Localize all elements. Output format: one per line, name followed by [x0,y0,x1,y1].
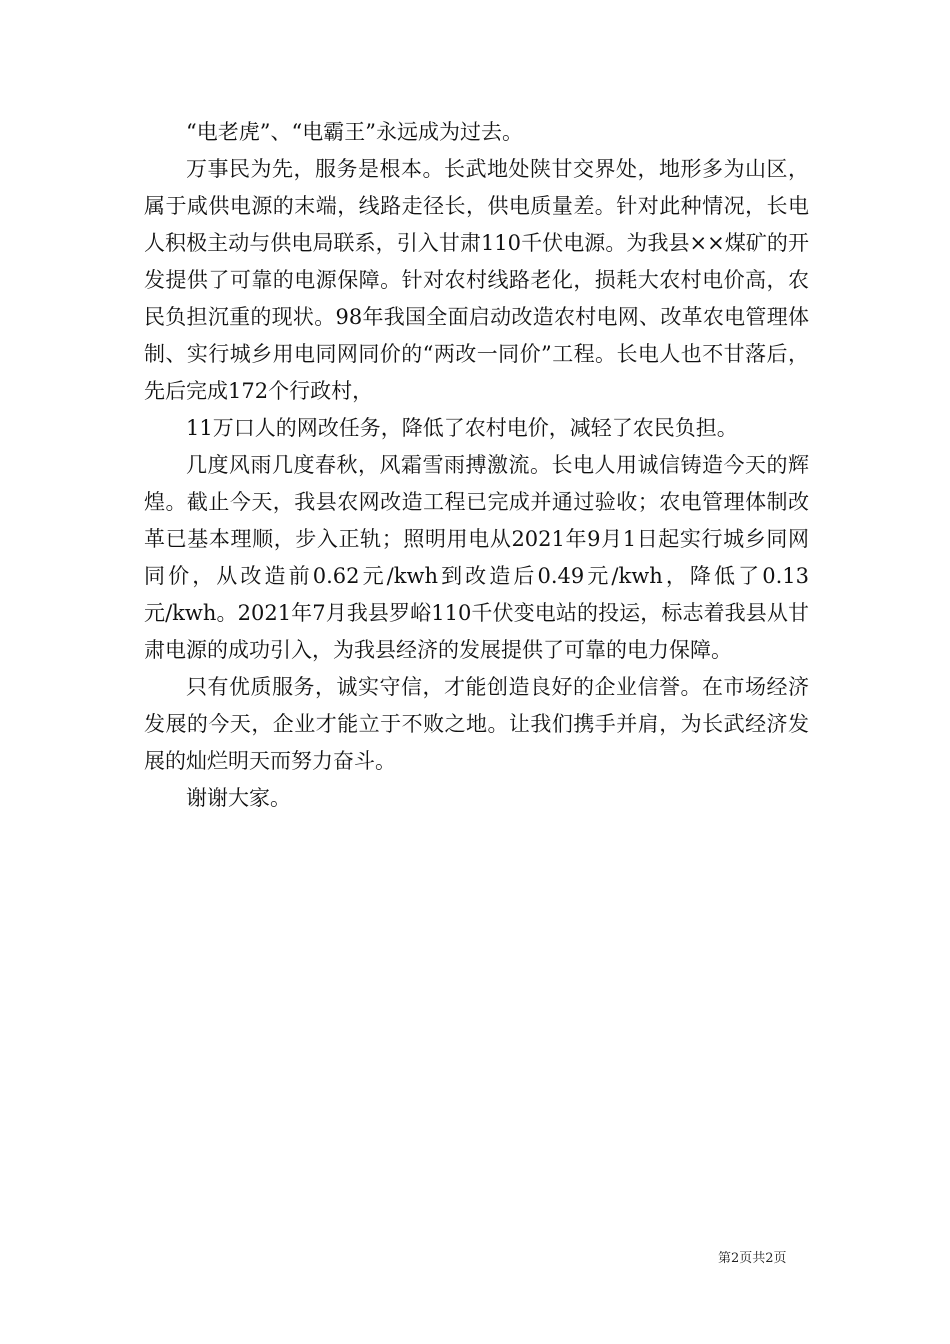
paragraph-2: 万事民为先，服务是根本。长武地处陕甘交界处，地形多为山区，属于咸供电源的末端，线路走径长，供电质量差。针对此种情况，长电人积极主动与供电局联系，引入甘肃110千伏电源。为我县××煤矿的开发提供了可靠的电源保障。针对农村线路老化，损耗大农村电价高，农民负担沉重的现状。98年我国全面启动改造农村电网、改革农电管理体制、实行城乡用电同网同价的“两改一同价”工程。长电人也不甘落后，先后完成172个行政村， [144,157,809,403]
document-body [144,114,809,817]
paragraph-5: 只有优质服务，诚实守信，才能创造良好的企业信誉。在市场经济发展的今天，企业才能立于不败之地。让我们携手并肩，为长武经济发展的灿烂明天而努力奋斗。 [144,675,809,773]
paragraph-3: 11万口人的网改任务，降低了农村电价，减轻了农民负担。 [186,416,738,440]
paragraph-6: 谢谢大家。 [186,786,291,810]
page-number-footer: 第2页共2页 [718,1251,787,1266]
paragraph-4: 几度风雨几度春秋，风霜雪雨搏激流。长电人用诚信铸造今天的辉煌。截止今天，我县农网改造工程已完成并通过验收；农电管理体制改革已基本理顺，步入正轨；照明用电从2021年9月1日起实行城乡同网同价，从改造前0.62元/kwh到改造后0.49元/kwh，降低了0.13元/kwh。2021年7月我县罗峪110千伏变电站的投运，标志着我县从甘肃电源的成功引入，为我县经济的发展提供了可靠的电力保障。 [144,453,809,662]
paragraph-1: “电老虎”、“电霸王”永远成为过去。 [186,120,523,144]
